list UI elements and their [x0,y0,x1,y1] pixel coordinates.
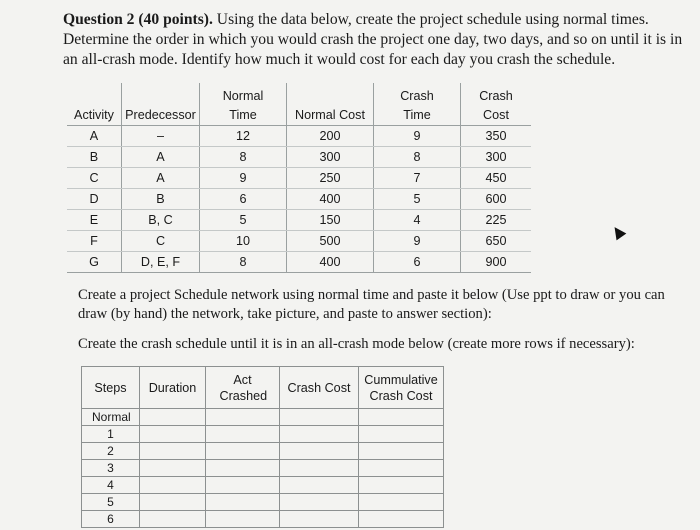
cell-step: 6 [82,511,140,528]
cell-crash-cost: 300 [461,147,532,168]
crash-step-row [82,409,444,426]
cell-empty-answer[interactable] [206,460,280,477]
cell-normal-cost: 250 [287,168,374,189]
header-act-crashed: Act Crashed [206,367,280,409]
cell-empty-answer[interactable] [359,460,444,477]
cell-crash-time: 9 [374,231,461,252]
header-cumulative-crash-cost: Cummulative Crash Cost [359,367,444,409]
activity-row [67,168,531,189]
cell-crash-time: 6 [374,252,461,273]
cell-crash-cost: 450 [461,168,532,189]
crash-table-header [82,367,444,409]
cell-activity: G [67,252,122,273]
cell-normal-cost: 300 [287,147,374,168]
header-crash-cost: Crash Cost [280,367,359,409]
cell-normal-cost: 500 [287,231,374,252]
crash-step-row [82,511,444,528]
cell-normal-time: 8 [200,252,287,273]
cell-normal-cost: 400 [287,189,374,210]
crash-step-row [82,426,444,443]
header-activity: Activity [67,83,122,126]
activity-row [67,252,531,273]
crash-instruction: Create the crash schedule until it is in an all-crash mode below (create more rows if necessary): [78,336,635,352]
cell-crash-cost: 900 [461,252,532,273]
cell-predecessor: – [122,126,200,147]
cell-predecessor: A [122,168,200,189]
cell-empty-answer[interactable] [280,409,359,426]
activity-row [67,189,531,210]
cell-empty-answer[interactable] [206,443,280,460]
cell-empty-answer[interactable] [140,460,206,477]
cell-empty-answer[interactable] [206,494,280,511]
header-crash-time: Crash Time [374,83,461,126]
cell-normal-time: 12 [200,126,287,147]
activity-row [67,126,531,147]
cell-crash-cost: 600 [461,189,532,210]
network-instruction: Create a project Schedule network using normal time and paste it below (Use ppt to draw or you can draw (by hand) the network, take picture, and paste to answer section): [78,287,665,322]
cell-predecessor: D, E, F [122,252,200,273]
cell-empty-answer[interactable] [359,409,444,426]
cell-empty-answer[interactable] [140,494,206,511]
cell-step: 2 [82,443,140,460]
cell-empty-answer[interactable] [280,477,359,494]
activity-table-header [67,83,531,126]
cell-crash-time: 5 [374,189,461,210]
cell-normal-time: 9 [200,168,287,189]
cell-empty-answer[interactable] [140,409,206,426]
cell-normal-cost: 400 [287,252,374,273]
cell-crash-time: 7 [374,168,461,189]
cell-normal-cost: 200 [287,126,374,147]
cell-crash-time: 4 [374,210,461,231]
crash-step-row [82,443,444,460]
cell-empty-answer[interactable] [206,409,280,426]
cell-empty-answer[interactable] [206,477,280,494]
cell-normal-cost: 150 [287,210,374,231]
cell-empty-answer[interactable] [359,511,444,528]
cell-empty-answer[interactable] [359,443,444,460]
cell-empty-answer[interactable] [206,426,280,443]
header-duration: Duration [140,367,206,409]
cell-step: 3 [82,460,140,477]
cell-crash-time: 9 [374,126,461,147]
cell-predecessor: B [122,189,200,210]
cell-predecessor: B, C [122,210,200,231]
header-crash-cost: Crash Cost [461,83,532,126]
cell-step: 1 [82,426,140,443]
cell-activity: F [67,231,122,252]
cell-empty-answer[interactable] [359,494,444,511]
activity-data-table [67,83,531,273]
cell-predecessor: C [122,231,200,252]
cell-empty-answer[interactable] [140,443,206,460]
cell-empty-answer[interactable] [140,511,206,528]
cell-crash-cost: 650 [461,231,532,252]
cell-crash-cost: 225 [461,210,532,231]
cell-normal-time: 5 [200,210,287,231]
question-title: Question 2 (40 points). [63,11,213,28]
cell-activity: B [67,147,122,168]
header-normal-time: Normal Time [200,83,287,126]
cell-step: 5 [82,494,140,511]
cell-empty-answer[interactable] [280,494,359,511]
cell-normal-time: 8 [200,147,287,168]
crash-step-row [82,477,444,494]
crash-step-row [82,494,444,511]
cell-empty-answer[interactable] [359,477,444,494]
header-steps: Steps [82,367,140,409]
cell-empty-answer[interactable] [359,426,444,443]
question-text [63,10,688,70]
question-body: Using the data below, create the project schedule using normal times. Determine the order in which you would crash the project one day, two days, and so on until it is in an all-crash mode. Identify how much it would cost for each day you crash the schedule. [63,11,683,68]
cell-empty-answer[interactable] [280,511,359,528]
header-normal-cost: Normal Cost [287,83,374,126]
cell-activity: D [67,189,122,210]
cell-normal-time: 6 [200,189,287,210]
activity-row [67,147,531,168]
cell-activity: E [67,210,122,231]
cell-empty-answer[interactable] [280,426,359,443]
header-predecessor: Predecessor [122,83,200,126]
cell-crash-cost: 350 [461,126,532,147]
cell-empty-answer[interactable] [206,511,280,528]
activity-row [67,231,531,252]
cell-empty-answer[interactable] [280,460,359,477]
cell-empty-answer[interactable] [140,477,206,494]
cell-step: Normal [82,409,140,426]
cell-activity: C [67,168,122,189]
cell-empty-answer[interactable] [140,426,206,443]
cell-activity: A [67,126,122,147]
crash-schedule-table [81,366,444,528]
crash-step-row [82,460,444,477]
cell-crash-time: 8 [374,147,461,168]
cell-step: 4 [82,477,140,494]
cell-predecessor: A [122,147,200,168]
cell-normal-time: 10 [200,231,287,252]
activity-row [67,210,531,231]
mouse-cursor-icon [610,224,627,241]
cell-empty-answer[interactable] [280,443,359,460]
